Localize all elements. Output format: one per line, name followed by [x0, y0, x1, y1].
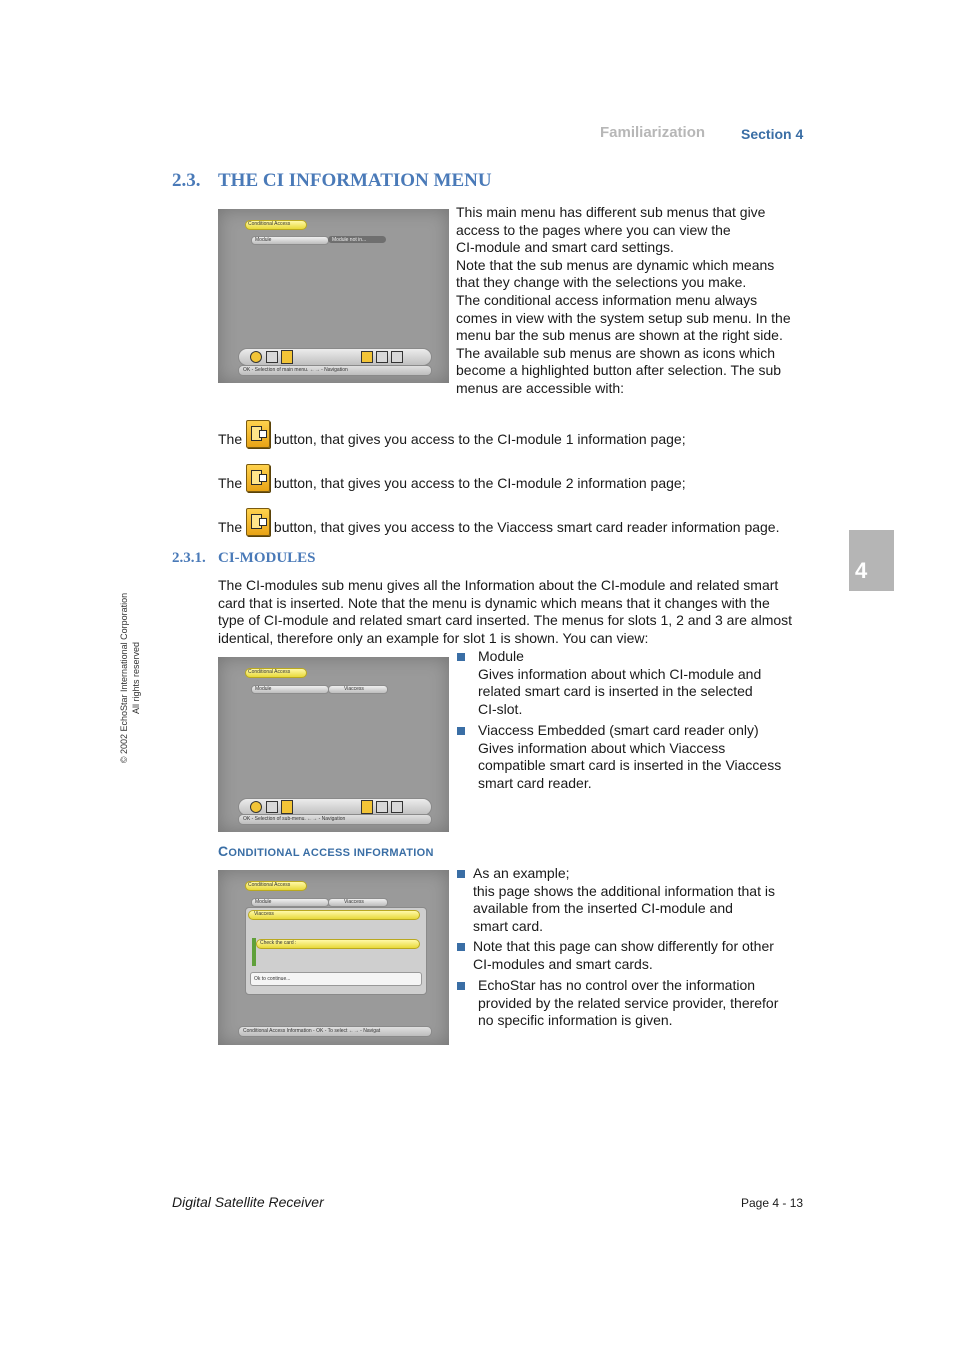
text-line: The available sub menus are shown as icons which — [456, 344, 776, 361]
page-number: Page 4 - 13 — [741, 1196, 804, 1210]
bullet-marker — [457, 653, 465, 661]
screen-status: Conditional Access Information - OK - To select ←→ - Navigat — [243, 1028, 381, 1034]
antenna-icon — [266, 801, 278, 813]
intro-paragraph — [456, 204, 811, 398]
bullet-module: Module Gives information about which CI-module and related smart card is inserted in the selected CI-slot. — [478, 648, 762, 717]
screen-title: Conditional Access — [248, 882, 291, 888]
bullet-marker — [457, 982, 465, 990]
bullet-echostar: EchoStar has no control over the information provided by the related service provider, therefor no specific information is given. — [478, 977, 779, 1029]
text-line: The CI-modules sub menu gives all the Information about the CI-module and related smart — [218, 577, 779, 593]
text-line: This main menu has different sub menus that give — [456, 204, 766, 220]
text-line: menus are accessible with: — [456, 379, 625, 396]
text-line: CI-module and smart card settings. — [456, 239, 674, 256]
text-line: become a highlighted button after selection. The sub — [456, 362, 782, 379]
bullet-marker — [457, 727, 465, 735]
bullet-marker — [457, 870, 465, 878]
button-line-ci2: The button, that gives you access to the CI-module 2 information page; — [218, 464, 686, 493]
system-icon — [250, 351, 262, 363]
ci-module-2-icon — [376, 351, 388, 363]
ci-icon — [281, 350, 293, 364]
text-line: comes in view with the system setup sub menu. In the — [456, 309, 791, 326]
conditional-access-info-screenshot — [218, 870, 449, 1045]
smart-card-reader-icon — [391, 351, 403, 363]
panel-title: Viaccess — [254, 911, 274, 917]
chapter-tab — [849, 530, 894, 591]
cimodules-paragraph — [218, 577, 818, 647]
subsection-title: CI-MODULES — [218, 550, 316, 566]
screen-title: Conditional Access — [248, 669, 291, 675]
screen-row-value: Viaccess — [344, 686, 364, 692]
text-line: identical, therefore only an example for slot 1 is shown. You can view: — [218, 629, 649, 646]
ci-module-1-button-icon — [246, 420, 270, 448]
ci-main-menu-screenshot — [218, 209, 449, 383]
ci-icon — [281, 800, 293, 814]
section-label: Section 4 — [741, 126, 804, 142]
ci-module-2-icon — [376, 801, 388, 813]
screen-title: Conditional Access — [248, 221, 291, 227]
button-line-smartcard: The button, that gives you access to the Viaccess smart card reader information page. — [218, 508, 779, 537]
subsection-number: 2.3.1. — [172, 550, 206, 566]
screen-row-label: Module — [255, 899, 272, 905]
section-heading — [172, 170, 492, 192]
footer-title: Digital Satellite Receiver — [172, 1194, 324, 1210]
ci-module-2-button-icon — [246, 464, 270, 492]
bullet-marker — [457, 943, 465, 951]
bullet-note: Note that this page can show differently for other CI-modules and smart cards. — [473, 938, 774, 972]
copyright-notice: © 2002 EchoStar International Corporation All rights reserved — [119, 592, 141, 764]
ci-module-1-icon — [361, 351, 373, 363]
panel-item: Check the card : — [260, 940, 297, 946]
text-line: menu bar the sub menus are shown at the right side. — [456, 327, 783, 344]
chapter-tab-number: 4 — [855, 558, 868, 583]
text-line: access to the pages where you can view the — [456, 221, 731, 238]
screen-row-value: Viaccess — [344, 899, 364, 905]
text-line: type of CI-module and related smart card inserted. The menus for slots 1, 2 and 3 are almost — [218, 612, 793, 629]
section-title: THE CI INFORMATION MENU — [218, 170, 492, 191]
subsection-heading — [172, 550, 316, 567]
smart-card-reader-icon — [391, 801, 403, 813]
bullet-viaccess-embedded: Viaccess Embedded (smart card reader only) Gives information about which Viaccess compatible smart card is inserted in the Viaccess smart card reader. — [478, 722, 782, 791]
antenna-icon — [266, 351, 278, 363]
text-line: Note that the sub menus are dynamic which means — [456, 256, 775, 273]
text-line: that they change with the selections you make. — [456, 274, 747, 291]
screen-status: OK - Selection of sub-menu. ←→ - Navigation — [243, 816, 346, 822]
smart-card-reader-button-icon — [246, 508, 270, 536]
panel-message: Ok to continue... — [254, 976, 291, 982]
text-line: The conditional access information menu always — [456, 291, 758, 308]
cai-heading: CONDITIONAL ACCESS INFORMATION — [218, 843, 434, 859]
text-line: card that is inserted. Note that the menu is dynamic which means that it changes with the — [218, 594, 770, 611]
screen-row-value: Module not in... — [332, 237, 367, 243]
bullet-example: As an example; this page shows the additional information that is available from the inserted CI-module and smart card. — [473, 865, 775, 934]
screen-row-label: Module — [255, 237, 272, 243]
chapter-title: Familiarization — [600, 124, 706, 141]
section-number: 2.3. — [172, 170, 201, 191]
screen-status: OK - Selection of main menu. ←→ - Navigation — [243, 367, 348, 373]
ci-module-1-icon — [361, 800, 373, 814]
button-line-ci1: The button, that gives you access to the CI-module 1 information page; — [218, 420, 686, 449]
system-icon — [250, 801, 262, 813]
ci-modules-screenshot — [218, 657, 449, 832]
screen-row-label: Module — [255, 686, 272, 692]
